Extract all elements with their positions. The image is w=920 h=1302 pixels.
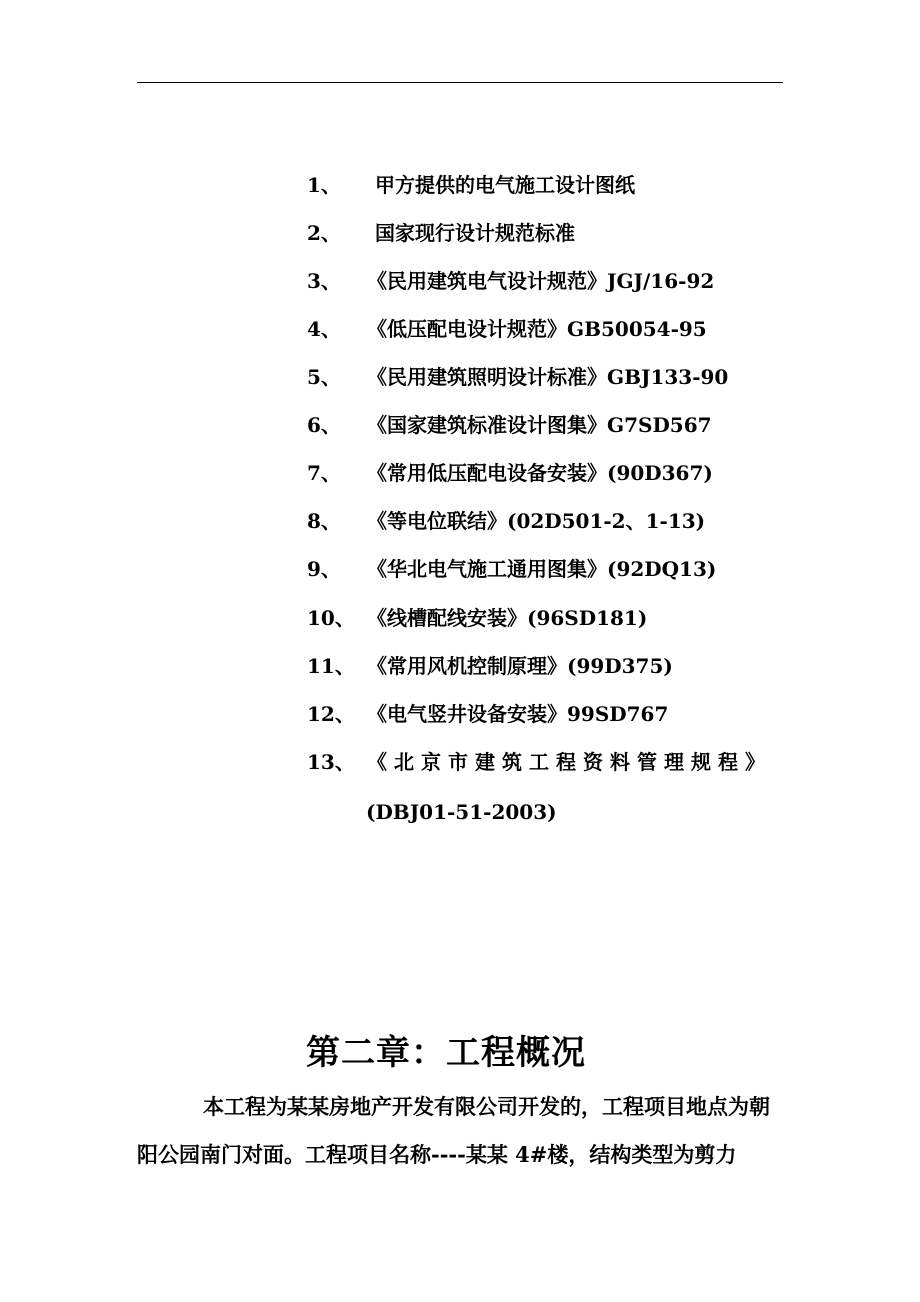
reference-text: 《线槽配线安装》(96SD181) (367, 606, 648, 630)
reference-text: 《电气竖井设备安装》99SD767 (367, 702, 669, 726)
reference-item-8 (307, 506, 705, 536)
reference-text: 《北京市建筑工程资料管理规程》 (367, 750, 772, 774)
reference-13-continuation: (DBJ01-51-2003) (366, 800, 557, 824)
reference-text: 《低压配电设计规范》GB50054-95 (367, 317, 707, 341)
reference-item-12 (307, 699, 668, 729)
reference-item-9 (307, 554, 716, 584)
body-paragraph-line: 本工程为某某房地产开发有限公司开发的，工程项目地点为朝 (203, 1094, 770, 1119)
reference-number: 12、 (307, 702, 355, 726)
reference-text: 《国家建筑标准设计图集》G7SD567 (367, 413, 712, 437)
reference-item-10 (307, 603, 647, 633)
reference-text: 《民用建筑照明设计标准》GBJ133-90 (367, 365, 729, 389)
reference-item-6 (307, 410, 712, 440)
reference-item-7 (307, 458, 713, 488)
reference-item-11 (307, 651, 673, 681)
reference-text: 《常用风机控制原理》(99D375) (367, 654, 673, 678)
reference-number: 4、 (307, 317, 341, 341)
reference-item-4 (307, 314, 707, 344)
reference-number: 11、 (307, 654, 355, 678)
reference-number: 13、 (307, 750, 355, 774)
reference-number: 1、 (307, 173, 341, 197)
reference-number: 10、 (307, 606, 355, 630)
reference-text: 《等电位联结》(02D501-2、1-13) (367, 509, 706, 533)
reference-number: 7、 (307, 461, 341, 485)
reference-text: 国家现行设计规范标准 (375, 221, 575, 245)
reference-number: 8、 (307, 509, 341, 533)
body-paragraph-line: 阳公园南门对面。工程项目名称----某某 4#楼，结构类型为剪力 (137, 1142, 737, 1167)
reference-number: 9、 (307, 557, 341, 581)
reference-item-2 (307, 218, 575, 248)
reference-item-13 (307, 747, 779, 777)
reference-number: 3、 (307, 269, 341, 293)
reference-text: 《华北电气施工通用图集》(92DQ13) (367, 557, 717, 581)
reference-number: 5、 (307, 365, 341, 389)
reference-item-1 (307, 170, 635, 200)
reference-item-5 (307, 362, 728, 392)
reference-text: 甲方提供的电气施工设计图纸 (375, 173, 635, 197)
reference-text: 《常用低压配电设备安装》(90D367) (367, 461, 713, 485)
reference-number: 6、 (307, 413, 341, 437)
reference-text: 《民用建筑电气设计规范》JGJ/16-92 (367, 269, 715, 293)
reference-item-3 (307, 266, 714, 296)
reference-number: 2、 (307, 221, 341, 245)
chapter-title: 第二章：工程概况 (306, 1033, 586, 1073)
